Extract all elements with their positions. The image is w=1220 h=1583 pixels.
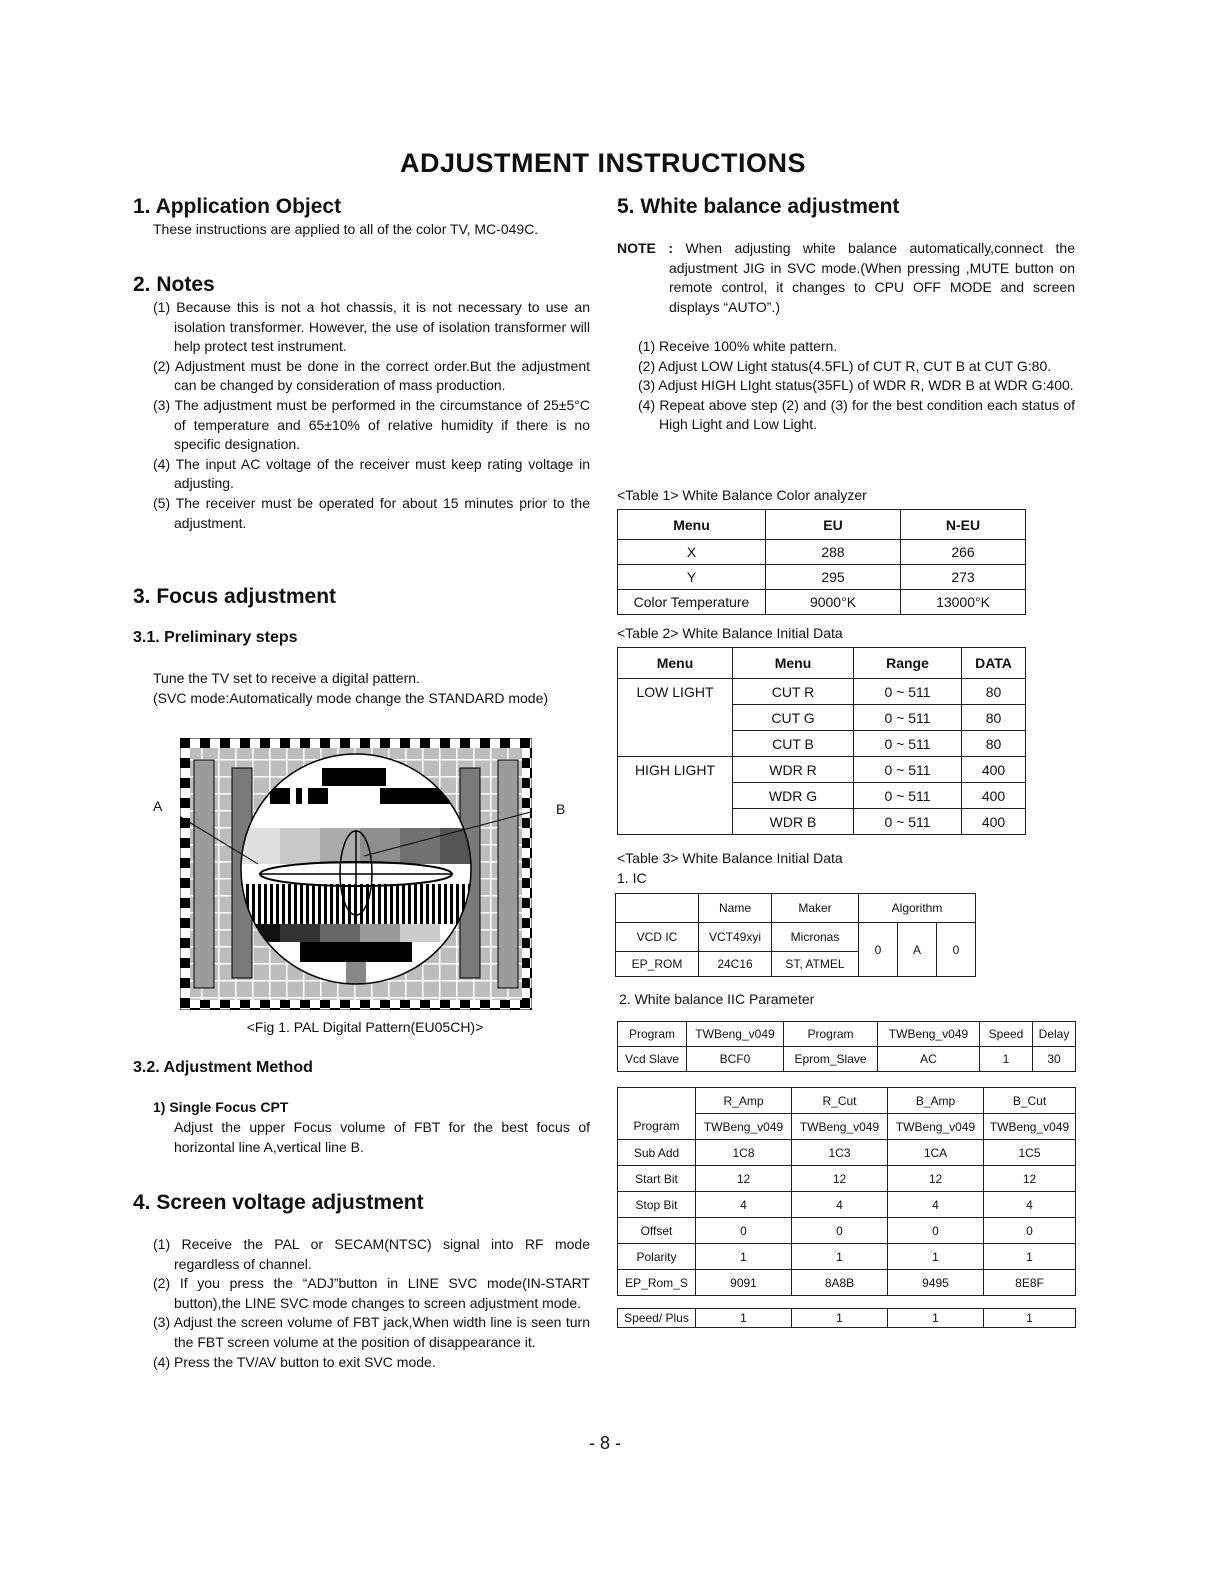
table-cell: Start Bit <box>618 1166 696 1192</box>
table-row <box>618 1088 1076 1114</box>
table-cell: 400 <box>962 783 1026 809</box>
table-cell: 1 <box>888 1309 984 1328</box>
table-cell: TWBeng_v049 <box>878 1022 980 1047</box>
pal-test-pattern-image <box>180 738 532 1010</box>
table-2-caption: <Table 2> White Balance Initial Data <box>617 625 843 641</box>
table-cell: 1C8 <box>696 1140 792 1166</box>
table-cell: A <box>898 923 937 977</box>
table-header-cell <box>616 894 699 923</box>
section-3-heading: 3. Focus adjustment <box>133 585 337 608</box>
white-balance-step: (1) Receive 100% white pattern. <box>638 338 838 354</box>
table-cell: Polarity <box>618 1244 696 1270</box>
table-header-cell: R_Cut <box>792 1088 888 1114</box>
screen-voltage-item: (2) If you press the “ADJ”button in LINE SVC mode(IN-START button),the LINE SVC mode changes to screen adjustment mode. <box>153 1275 590 1311</box>
table-header-cell: Algorithm <box>859 894 976 923</box>
table-cell: 1 <box>696 1244 792 1270</box>
note-item: (3) The adjustment must be performed in the circumstance of 25±5°C of temperature and 65±10% of relative humidity if there is no specific designation. <box>153 396 590 453</box>
table-row <box>618 679 1026 705</box>
table-cell: TWBeng_v049 <box>687 1022 784 1047</box>
figure-caption: <Fig 1. PAL Digital Pattern(EU05CH)> <box>246 1019 484 1035</box>
table-row <box>618 1140 1076 1166</box>
table-header-cell: B_Cut <box>984 1088 1076 1114</box>
table-cell: 273 <box>901 565 1026 590</box>
table-cell: EP_ROM <box>616 952 699 977</box>
table-cell: 0 <box>888 1218 984 1244</box>
table-header-cell: Name <box>699 894 772 923</box>
table-cell: 12 <box>792 1166 888 1192</box>
table-cell: ST, ATMEL <box>772 952 859 977</box>
table-cell: EP_Rom_S <box>618 1270 696 1296</box>
table-2-initial-data <box>617 647 1026 835</box>
table-header-cell: DATA <box>962 648 1026 679</box>
table-cell: 4 <box>888 1192 984 1218</box>
note-item: (1) Because this is not a hot chassis, it is not necessary to use an isolation transformer. However, the use of isolation transformer will help protect test instrument. <box>153 299 590 355</box>
table-cell: VCT49xyi <box>699 923 772 952</box>
table-cell: 0 <box>859 923 898 977</box>
table-cell: 400 <box>962 757 1026 783</box>
table-3-caption: <Table 3> White Balance Initial Data <box>617 850 843 866</box>
white-balance-note <box>617 239 1075 317</box>
table-empty-cell <box>618 1088 696 1114</box>
table-cell: Delay <box>1033 1022 1076 1047</box>
screen-voltage-list <box>153 1235 590 1372</box>
adjustment-method-text: Adjust the upper Focus volume of FBT for the best focus of horizontal line A,vertical line B. <box>174 1119 590 1155</box>
table-cell: 8E8F <box>984 1270 1076 1296</box>
table-cell: 0 ~ 511 <box>854 705 962 731</box>
table-cell: Speed/ Plus <box>618 1309 696 1328</box>
test-pattern-svg <box>180 738 532 1010</box>
table-4-iic-parameter <box>617 1021 1076 1072</box>
table-cell: 12 <box>984 1166 1076 1192</box>
note-item: (4) The input AC voltage of the receiver must keep rating voltage in adjusting. <box>153 455 590 492</box>
table-empty-cell <box>618 783 733 809</box>
table-cell: 1 <box>696 1309 792 1328</box>
table-cell: X <box>618 540 766 565</box>
section-4-heading: 4. Screen voltage adjustment <box>133 1191 424 1214</box>
table-cell: 9000°K <box>766 590 901 615</box>
table-row <box>618 1192 1076 1218</box>
table-cell: 1 <box>792 1309 888 1328</box>
table-group-cell: HIGH LIGHT <box>618 757 733 783</box>
table-row <box>618 1270 1076 1296</box>
table-header-cell: EU <box>766 510 901 540</box>
table-row <box>618 1244 1076 1270</box>
table-group-cell: LOW LIGHT <box>618 679 733 705</box>
table-cell: 4 <box>696 1192 792 1218</box>
table-cell: 1 <box>984 1244 1076 1270</box>
table-cell: 1 <box>888 1244 984 1270</box>
preliminary-line: Tune the TV set to receive a digital pattern. <box>153 670 420 686</box>
table-cell: 288 <box>766 540 901 565</box>
table-cell: 30 <box>1033 1047 1076 1072</box>
table-cell: 1C5 <box>984 1140 1076 1166</box>
table-cell: 0 ~ 511 <box>854 783 962 809</box>
table-cell: 266 <box>901 540 1026 565</box>
table-row <box>618 1022 1076 1047</box>
table-row <box>618 809 1026 835</box>
table-row <box>618 1047 1076 1072</box>
table-cell: 24C16 <box>699 952 772 977</box>
table-cell: Sub Add <box>618 1140 696 1166</box>
table-cell: Offset <box>618 1218 696 1244</box>
screen-voltage-item: (1) Receive the PAL or SECAM(NTSC) signal into RF mode regardless of channel. <box>153 1236 590 1272</box>
table-cell: 0 <box>792 1218 888 1244</box>
note-rest: adjustment JIG in SVC mode.(When pressing ,MUTE button on remote control, it changes to CPU OFF MODE and screen displays “AUTO”.) <box>669 259 1075 315</box>
table-header-cell: Maker <box>772 894 859 923</box>
table-cell: BCF0 <box>687 1047 784 1072</box>
table-row <box>618 783 1026 809</box>
table-cell: AC <box>878 1047 980 1072</box>
preliminary-line: (SVC mode:Automatically mode change the STANDARD mode) <box>153 689 549 706</box>
table-row <box>618 540 1026 565</box>
table-3-ic <box>615 893 976 977</box>
table-cell: 0 ~ 511 <box>854 679 962 705</box>
note-item: (2) Adjustment must be done in the correct order.But the adjustment can be changed by consideration of mass production. <box>153 357 590 394</box>
table-cell: 80 <box>962 679 1026 705</box>
table-cell: Stop Bit <box>618 1192 696 1218</box>
table-header-cell: Range <box>854 648 962 679</box>
table-row <box>618 705 1026 731</box>
screen-voltage-item: (4) Press the TV/AV button to exit SVC mode. <box>153 1353 436 1370</box>
table-cell: 1 <box>984 1309 1076 1328</box>
table-cell: 1 <box>980 1047 1033 1072</box>
table-cell: TWBeng_v049 <box>792 1114 888 1140</box>
table-cell: 80 <box>962 705 1026 731</box>
label-a: A <box>153 798 163 814</box>
table-1-color-analyzer <box>617 509 1026 615</box>
table-cell: WDR B <box>733 809 854 835</box>
table-header-cell: Menu <box>733 648 854 679</box>
note-label: NOTE : <box>617 240 673 256</box>
table-cell: Speed <box>980 1022 1033 1047</box>
table-cell: 400 <box>962 809 1026 835</box>
table-row <box>618 1309 1076 1328</box>
table-row <box>616 923 976 952</box>
table-cell: 4 <box>984 1192 1076 1218</box>
label-b: B <box>556 801 566 817</box>
single-focus-heading: 1) Single Focus CPT <box>153 1099 289 1115</box>
section-5-heading: 5. White balance adjustment <box>617 195 900 218</box>
section-3-2-heading: 3.2. Adjustment Method <box>133 1059 313 1076</box>
notes-list <box>153 298 590 533</box>
table-cell: 0 <box>937 923 976 977</box>
page-number: - 8 - <box>588 1433 621 1453</box>
table-cell: CUT B <box>733 731 854 757</box>
white-balance-step: (2) Adjust LOW Light status(4.5FL) of CUT R, CUT B at CUT G:80. <box>638 357 1052 374</box>
table-row <box>618 1166 1076 1192</box>
table-6-speed-plus <box>617 1308 1076 1328</box>
table-cell: 0 ~ 511 <box>854 731 962 757</box>
table-cell: Eprom_Slave <box>784 1047 878 1072</box>
table-cell: Y <box>618 565 766 590</box>
table-cell: 1C3 <box>792 1140 888 1166</box>
note-item: (5) The receiver must be operated for about 15 minutes prior to the adjustment. <box>153 494 590 531</box>
table-header-cell: Menu <box>618 648 733 679</box>
table-cell: VCD IC <box>616 923 699 952</box>
table-1-caption: <Table 1> White Balance Color analyzer <box>617 487 867 503</box>
table-cell: TWBeng_v049 <box>984 1114 1076 1140</box>
table-row <box>618 565 1026 590</box>
table-empty-cell <box>618 731 733 757</box>
table-cell: CUT G <box>733 705 854 731</box>
table-cell: TWBeng_v049 <box>696 1114 792 1140</box>
table-cell: Micronas <box>772 923 859 952</box>
section-3-1-heading: 3.1. Preliminary steps <box>133 629 298 646</box>
table-empty-cell <box>618 809 733 835</box>
page-title: ADJUSTMENT INSTRUCTIONS <box>399 148 806 178</box>
table-cell: 4 <box>792 1192 888 1218</box>
table-cell: 12 <box>888 1166 984 1192</box>
section-2-heading: 2. Notes <box>133 273 215 296</box>
table-cell: 295 <box>766 565 901 590</box>
table-cell: 12 <box>696 1166 792 1192</box>
table-cell: 1 <box>792 1244 888 1270</box>
table-cell: 9495 <box>888 1270 984 1296</box>
table-header-cell: Menu <box>618 510 766 540</box>
table-header-cell: R_Amp <box>696 1088 792 1114</box>
table-cell: Vcd Slave <box>618 1047 687 1072</box>
table-row <box>618 731 1026 757</box>
table-cell: 0 <box>984 1218 1076 1244</box>
table-cell: 0 ~ 511 <box>854 809 962 835</box>
table-5-iic-detail <box>617 1087 1076 1296</box>
table-cell: Program <box>784 1022 878 1047</box>
table-cell: Program <box>618 1114 696 1140</box>
table-header-cell: B_Amp <box>888 1088 984 1114</box>
table-row <box>618 757 1026 783</box>
table-cell: 80 <box>962 731 1026 757</box>
table-empty-cell <box>618 705 733 731</box>
section-1-heading: 1. Application Object <box>133 195 342 218</box>
note-first-line <box>617 239 1075 259</box>
table-row <box>618 590 1026 615</box>
screen-voltage-item: (3) Adjust the screen volume of FBT jack,When width line is seen turn the FBT screen volume at the position of disappearance it. <box>153 1314 590 1350</box>
table-row <box>618 1218 1076 1244</box>
table-row <box>618 1114 1076 1140</box>
table-cell: 13000°K <box>901 590 1026 615</box>
note-first-text: When adjusting white balance automatically,connect the <box>685 240 1075 256</box>
white-balance-step: (4) Repeat above step (2) and (3) for the best condition each status of High Light and Low Light. <box>638 396 1075 433</box>
section-1-text: These instructions are applied to all of the color TV, MC-049C. <box>153 221 539 237</box>
table-cell: 8A8B <box>792 1270 888 1296</box>
table-cell: WDR R <box>733 757 854 783</box>
table-header-cell: N-EU <box>901 510 1026 540</box>
white-balance-steps <box>638 337 1075 435</box>
table-cell: 0 ~ 511 <box>854 757 962 783</box>
table-cell: Program <box>618 1022 687 1047</box>
table-3-sub: 1. IC <box>617 870 647 886</box>
table-cell: WDR G <box>733 783 854 809</box>
table-cell: 9091 <box>696 1270 792 1296</box>
table-cell: Color Temperature <box>618 590 766 615</box>
white-balance-step: (3) Adjust HIGH LIght status(35FL) of WDR R, WDR B at WDR G:400. <box>638 377 1074 394</box>
table-cell: 0 <box>696 1218 792 1244</box>
table-cell: TWBeng_v049 <box>888 1114 984 1140</box>
table-cell: 1CA <box>888 1140 984 1166</box>
preliminary-text <box>153 669 590 708</box>
table-cell: CUT R <box>733 679 854 705</box>
table-4-caption: 2. White balance IIC Parameter <box>619 991 815 1007</box>
